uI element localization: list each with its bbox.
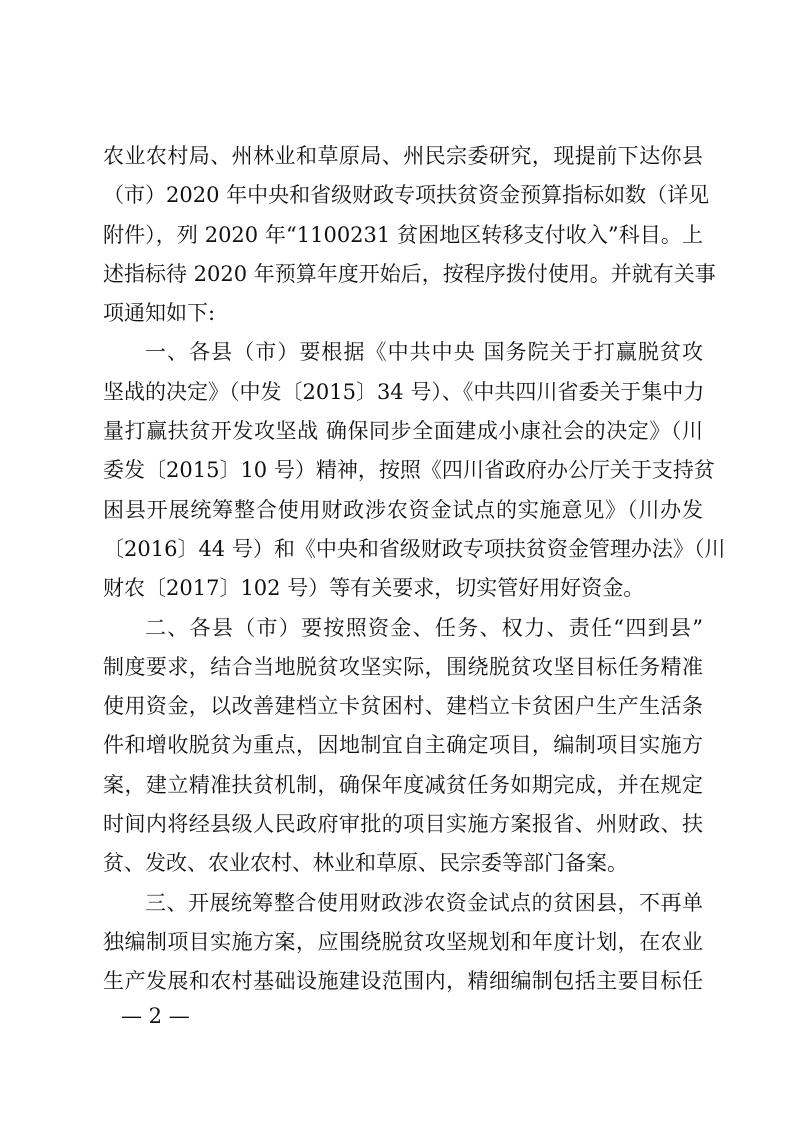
text-line: 财农〔2017〕102 号）等有关要求，切实管好用好资金。 [103, 576, 645, 601]
text-line: 农业农村局、州林业和草原局、州民宗委研究，现提前下达你县 [103, 144, 703, 168]
text-line: 案，建立精准扶贫机制，确保年度减贫任务如期完成，并在规定 [103, 772, 703, 797]
text-line: 件和增收脱贫为重点，因地制宜自主确定项目，编制项目实施方 [103, 733, 703, 758]
text-line: 项通知如下: [103, 301, 216, 326]
text-line: 坚战的决定》（中发〔2015〕34 号）、《中共四川省委关于集中力 [103, 379, 705, 404]
text-line: 三、开展统筹整合使用财政涉农资金试点的贫困县，不再单 [145, 890, 703, 915]
text-line: 述指标待 2020 年预算年度开始后，按程序拨付使用。并就有关事 [103, 261, 716, 286]
text-line: 使用资金，以改善建档立卡贫困村、建档立卡贫困户生产生活条 [103, 694, 703, 719]
text-line: 委发〔2015〕10 号）精神，按照《四川省政府办公厅关于支持贫 [103, 458, 715, 483]
text-line: 独编制项目实施方案，应围绕脱贫攻坚规划和年度计划，在农业 [103, 929, 703, 954]
text-line: 时间内将经县级人民政府审批的项目实施方案报省、州财政、扶 [103, 812, 703, 837]
document-body [103, 137, 726, 1002]
page-number: — 2 — [121, 1004, 190, 1028]
text-line: 附件），列 2020 年“1100231 贫困地区转移支付收入”科目。上 [103, 222, 703, 247]
text-line: 〔2016〕44 号）和《中央和省级财政专项扶贫资金管理办法》（川 [103, 536, 726, 561]
text-line: 制度要求，结合当地脱贫攻坚实际，围绕脱贫攻坚目标任务精准 [103, 654, 703, 679]
text-line: 二、各县（市）要按照资金、任务、权力、责任“四到县” [145, 615, 703, 640]
text-line: 贫、发改、农业农村、林业和草原、民宗委等部门备案。 [103, 851, 628, 876]
text-line: （市）2020 年中央和省级财政专项扶贫资金预算指标如数（详见 [103, 183, 710, 208]
text-line: 量打赢扶贫开发攻坚战 确保同步全面建成小康社会的决定》（川 [103, 419, 703, 444]
text-line: 一、各县（市）要根据《中共中央 国务院关于打赢脱贫攻 [145, 340, 703, 365]
text-line: 困县开展统筹整合使用财政涉农资金试点的实施意见》（川办发 [103, 497, 703, 522]
text-line: 生产发展和农村基础设施建设范围内，精细编制包括主要目标任 [103, 969, 703, 994]
